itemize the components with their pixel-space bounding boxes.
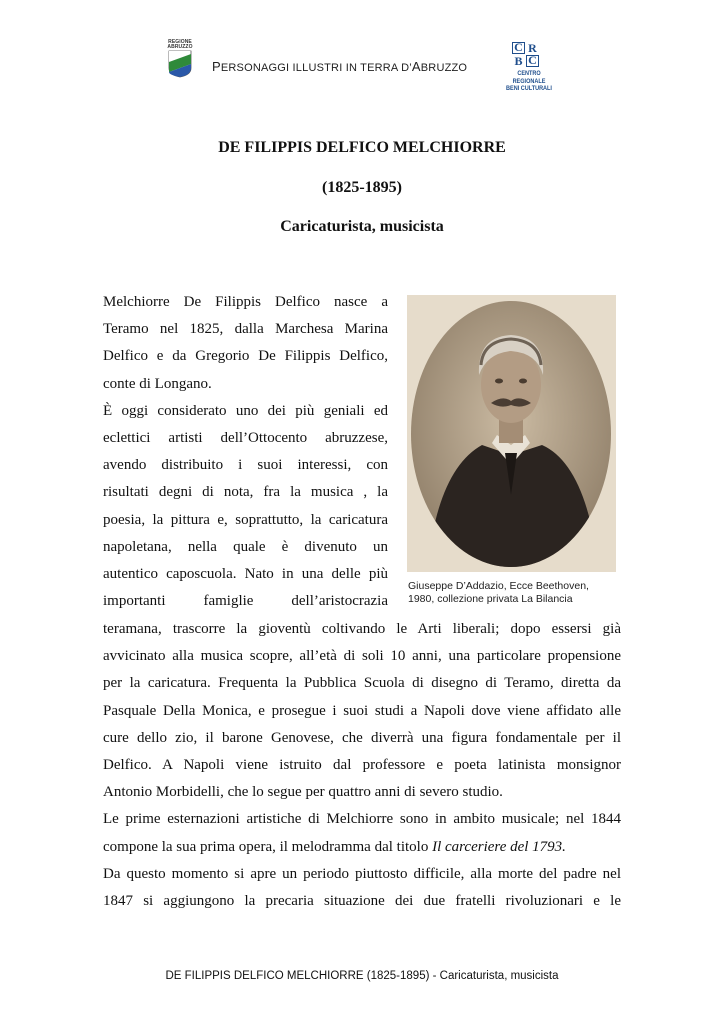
abruzzo-shield-icon [164,50,196,78]
portrait-icon [407,295,616,572]
opera-line: compone la sua prima opera, il melodramma dal titolo Il carceriere del 1793. [103,838,566,855]
regione-abruzzo-logo [164,40,196,80]
portrait-caption: Giuseppe D’Addazio, Ecce Beethoven, 1980, collezione privata La Bilancia [408,580,589,605]
page-title: DE FILIPPIS DELFICO MELCHIORRE [218,139,506,156]
crbc-caption: CENTRO REGIONALE BENI CULTURALI [506,70,552,92]
regione-abruzzo-caption: REGIONE ABRUZZO [167,39,193,50]
opera-title: Il carceriere del 1793. [432,838,566,855]
page-footer: DE FILIPPIS DELFICO MELCHIORRE (1825-1895) - Caricaturista, musicista [165,970,559,982]
intro-paragraph: Melchiorre De Filippis Delfico nasce a Teramo nel 1825, dalla Marchesa Marina Delfico e da Gregorio De Filippis Delfico, conte di Longano. È oggi considerato uno dei più geniali ed eclettici artisti dell’Ottocento abruzzese, avendo distribuito i suoi interessi, con risultati degni di nota, fra la musica , la poesia, la pittura e, soprattutto, la caricatura napoletana, nella quale è divenuto un autentico caposcuola. Nato in una delle più importanti famiglie dell’aristocrazia [103,294,388,610]
life-dates: (1825-1895) [322,179,402,196]
crbc-letters: C R B C [512,42,542,68]
header-title: PERSONAGGI ILLUSTRI IN TERRA D’ABRUZZO [212,59,468,74]
portrait-photo [407,295,616,572]
subtitle-role: Caricaturista, musicista [280,218,444,235]
biography-paragraph: teramana, trascorre la gioventù coltivando le Arti liberali; dopo essersi già avvicinato alla musica scopre, all’età di soli 10 anni, una particolare propensione per la caricatura. Frequenta la Pubblica Scuola di disegno di Teramo, diretta da Pasquale Della Monica, e prosegue i suoi studi a Napoli dove viene affidato alle cure dello zio, il barone Genovese, che diverrà una figura fondamentale per il Delfico. A Napoli viene istruito dal professore e poeta latinista monsignor Antonio Morbidelli, che lo segue per quattro anni di severo studio. Le prime esternazioni artistiche di Melchiorre sono in ambito musicale; nel 1844 compone la sua prima opera, il melodramma dal titolo Il carceriere del 1793. Da questo momento si apre un periodo piuttosto difficile, alla morte del padre nel 1847 si aggiungono la precaria situazione dei due fratelli rivoluzionari e le [103,621,621,909]
crbc-logo [499,40,559,92]
